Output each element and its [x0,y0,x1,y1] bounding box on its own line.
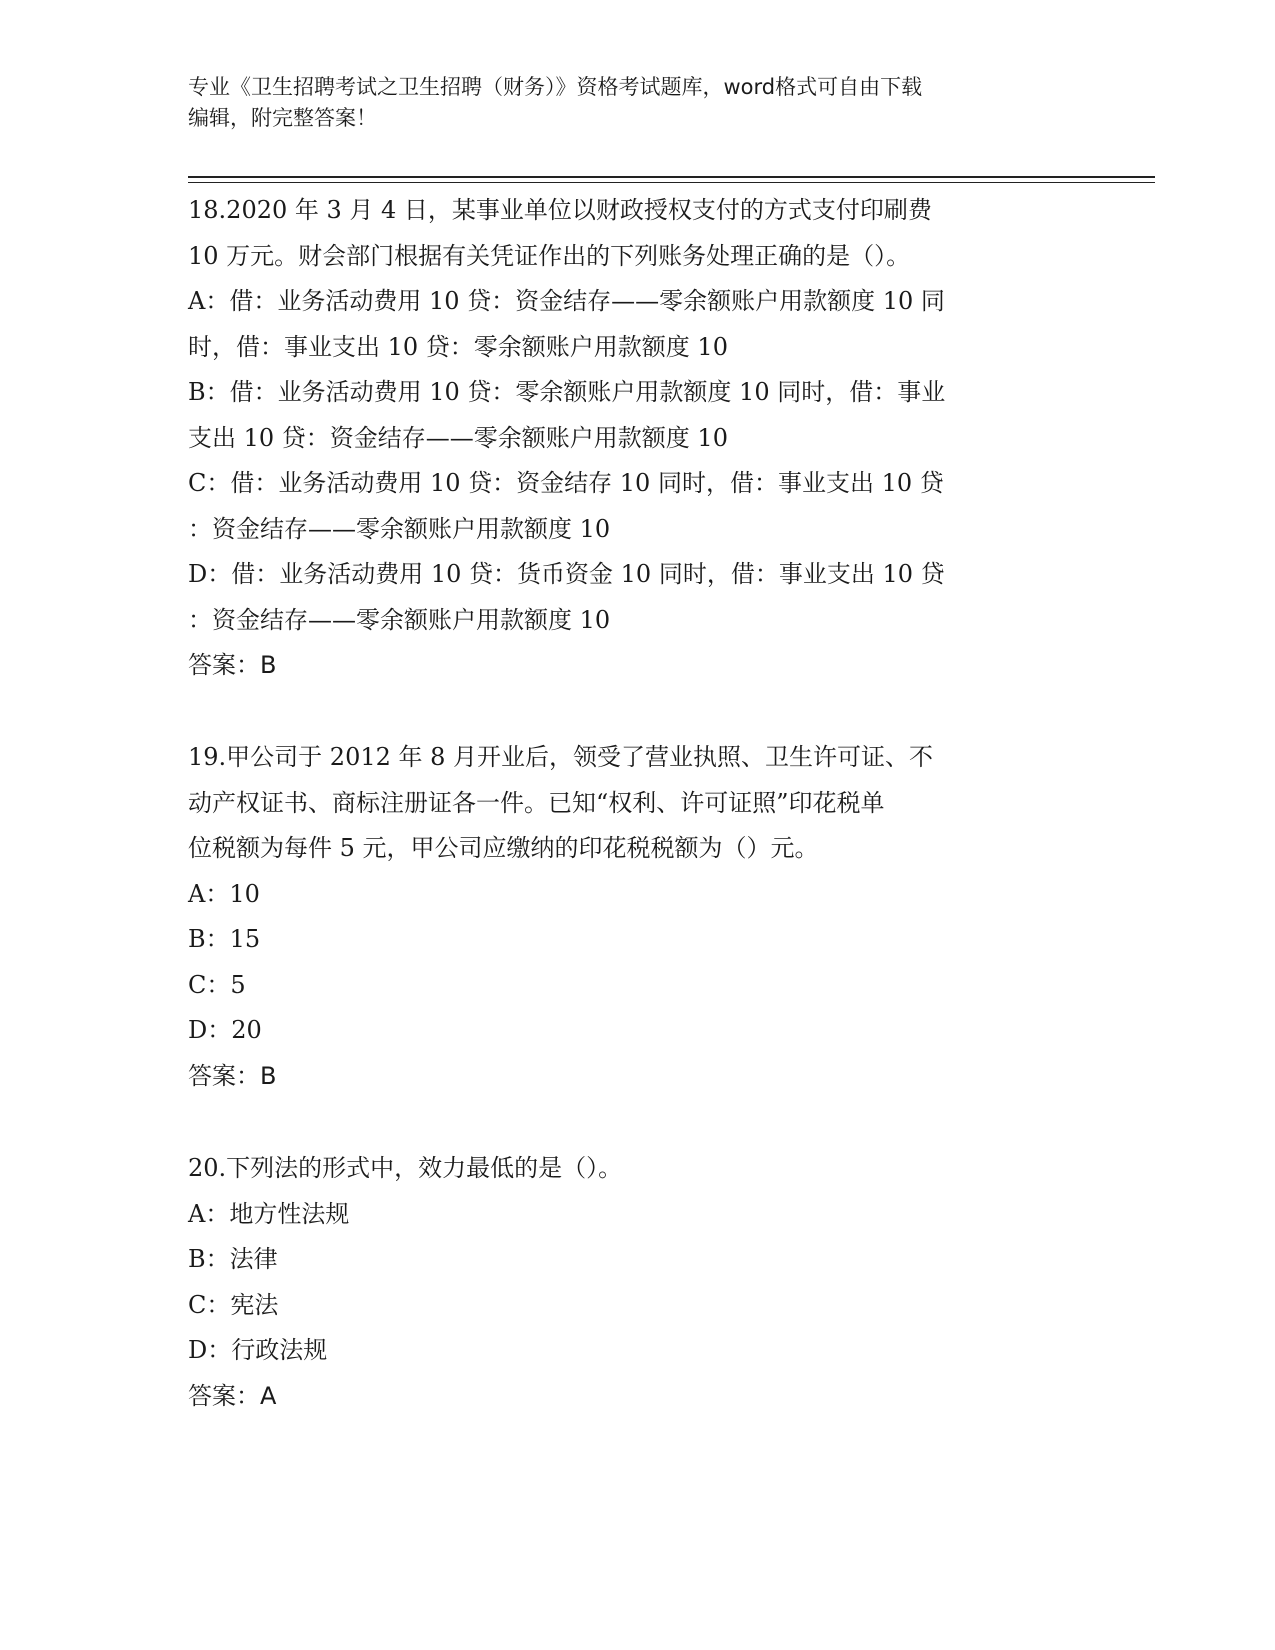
option-b-line: 支出 10 贷：资金结存——零余额账户用款额度 10 [188,423,728,452]
question-stem-line: 20.下列法的形式中，效力最低的是（）。 [188,1154,623,1182]
header-line: 编辑，附完整答案！ [188,106,377,130]
document-header [188,72,1088,134]
option-c: C：宪法 [188,1290,279,1319]
option-c-line: ：资金结存——零余额账户用款额度 10 [188,514,611,543]
option-b-line: B：借：业务活动费用 10 贷：零余额账户用款额度 10 同时，借：事业 [188,378,946,406]
option-c: C：5 [188,970,246,999]
question-20 [188,1146,1088,1419]
question-stem-line: 动产权证书、商标注册证各一件。已知“权利、许可证照”印花税单 [188,788,885,817]
answer-label: 答案：B [188,651,277,679]
question-18 [188,188,1088,689]
question-stem-line: 18.2020 年 3 月 4 日，某事业单位以财政授权支付的方式支付印刷费 [188,196,932,224]
header-line: 专业《卫生招聘考试之卫生招聘（财务）》资格考试题库，word格式可自由下载 [188,75,923,99]
question-19 [188,735,1088,1099]
option-b: B：法律 [188,1245,278,1273]
option-d-line: ：资金结存——零余额账户用款额度 10 [188,605,611,634]
question-stem-line: 10 万元。财会部门根据有关凭证作出的下列账务处理正确的是（）。 [188,241,911,270]
header-divider-thick [188,176,1155,178]
option-c-line: C：借：业务活动费用 10 贷：资金结存 10 同时，借：事业支出 10 贷 [188,469,944,497]
answer-label: 答案：B [188,1061,277,1090]
option-b: B：15 [188,925,261,953]
header-divider-thin [188,182,1155,183]
question-stem-line: 位税额为每件 5 元，甲公司应缴纳的印花税税额为（）元。 [188,834,819,862]
option-a: A：地方性法规 [188,1199,350,1228]
option-a-line: A：借：业务活动费用 10 贷：资金结存——零余额账户用款额度 10 同 [188,287,945,315]
option-d: D：行政法规 [188,1336,328,1364]
option-d: D：20 [188,1016,262,1044]
option-a-line: 时，借：事业支出 10 贷：零余额账户用款额度 10 [188,332,728,361]
question-stem-line: 19.甲公司于 2012 年 8 月开业后，领受了营业执照、卫生许可证、不 [188,743,934,771]
option-a: A：10 [188,879,260,908]
option-d-line: D：借：业务活动费用 10 贷：货币资金 10 同时，借：事业支出 10 贷 [188,560,945,588]
answer-label: 答案：A [188,1381,277,1410]
